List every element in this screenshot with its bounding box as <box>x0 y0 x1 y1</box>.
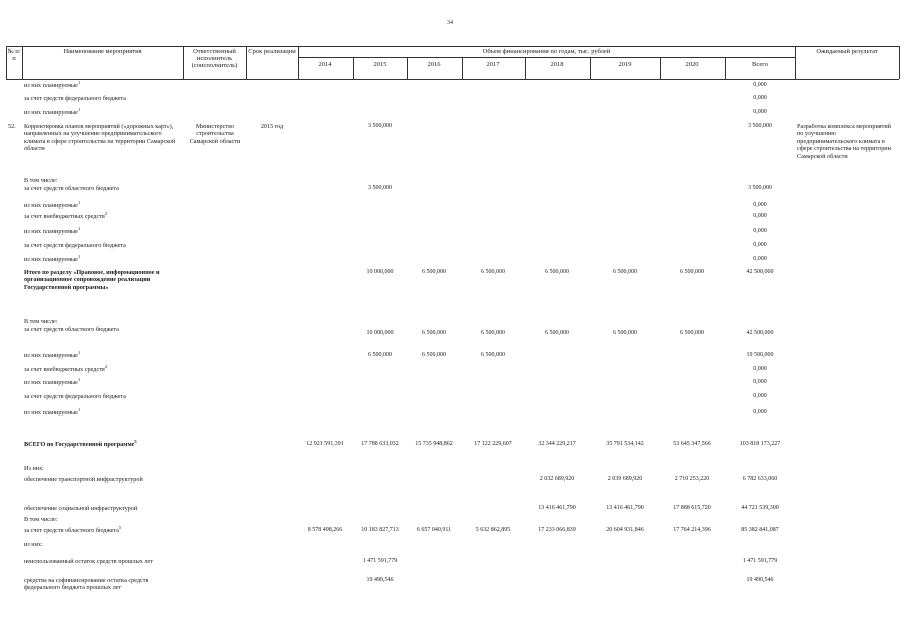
item-name: Корректировка планов мероприятий («дорожных карт»), направленных на улучшение предпринимательского климата в сфере строительства на территории Самарской области <box>24 123 176 153</box>
row-label-text: из них планируемые <box>24 409 78 416</box>
row-label-text: В том числе: <box>24 516 58 523</box>
value-cell: 0,000 <box>753 202 767 208</box>
item-number: 52. <box>8 123 16 130</box>
row-label <box>24 393 126 400</box>
value-cell: 6 500,000 <box>422 330 446 336</box>
value-cell: 10 183 827,713 <box>361 527 399 533</box>
header-vline <box>725 57 726 79</box>
header-vline <box>525 57 526 79</box>
value-cell: 35 791 534,142 <box>606 441 644 447</box>
value-cell: 17 764 214,396 <box>673 527 711 533</box>
item-result: Разработка комплекса мероприятий по улучшению предпринимательского климата в сфере строительства на территории Самарской области <box>797 123 891 160</box>
row-label <box>24 541 43 548</box>
value-cell: 3 500,000 <box>748 123 772 129</box>
value-cell: 13 416 461,790 <box>538 505 576 511</box>
footnote-mark: 2 <box>104 210 108 216</box>
value-cell: 2 710 253,220 <box>674 476 710 482</box>
row-label-text: обеспечение социальной инфраструктурой <box>24 505 138 512</box>
row-label-text: за счет средств областного бюджета <box>24 527 119 534</box>
value-cell: 2 032 689,920 <box>539 476 575 482</box>
value-cell: 53 645 347,566 <box>673 441 711 447</box>
row-label-text: за счет средств федерального бюджета <box>24 242 126 249</box>
row-label <box>24 376 81 386</box>
row-label <box>24 199 81 209</box>
row-label-text: Из них: <box>24 465 44 472</box>
page-number: 34 <box>447 20 453 26</box>
row-label-text: за счет внебюджетных средств <box>24 213 105 220</box>
header-vline <box>899 46 900 79</box>
value-cell: 1 471 591,779 <box>362 558 398 564</box>
value-cell: 0,000 <box>753 228 767 234</box>
value-cell: 3 500,000 <box>368 185 392 191</box>
value-cell: 103 818 173,227 <box>739 441 781 447</box>
footnote-mark: 1 <box>77 253 81 259</box>
row-label <box>24 269 189 291</box>
value-cell: 0,000 <box>753 366 767 372</box>
value-cell: 6 500,000 <box>545 269 569 275</box>
row-label <box>24 210 108 220</box>
row-label <box>24 225 81 235</box>
header-responsible: Ответственный исполнитель (соисполнитель) <box>191 48 238 69</box>
footnote-mark: 5 <box>118 524 122 530</box>
value-cell: 0,000 <box>753 379 767 385</box>
header-num: № п/п <box>7 48 21 62</box>
header-vline <box>590 57 591 79</box>
value-cell: 6 782 633,060 <box>742 476 778 482</box>
value-cell: 19 500,000 <box>746 352 774 358</box>
value-cell: 0,000 <box>753 82 767 88</box>
value-cell: 42 500,000 <box>746 330 774 336</box>
value-cell: 6 500,000 <box>680 330 704 336</box>
value-cell: 0,000 <box>753 256 767 262</box>
row-label <box>24 516 57 523</box>
item-responsible: Министерство строительства Самарской области <box>189 123 241 145</box>
row-label <box>24 476 143 483</box>
value-cell: 13 416 461,790 <box>606 505 644 511</box>
header-year-3: 2017 <box>486 61 500 68</box>
header-bottom-border <box>6 79 899 80</box>
row-label <box>24 524 122 534</box>
row-label <box>24 95 126 102</box>
value-cell: 2 039 689,920 <box>607 476 643 482</box>
row-label-text: из них: <box>24 541 43 548</box>
value-cell: 17 788 633,032 <box>361 441 399 447</box>
header-year-4: 2018 <box>550 61 564 68</box>
row-label-text: из них планируемые <box>24 109 78 116</box>
row-label-text: из них планируемые <box>24 202 78 209</box>
value-cell: 6 500,000 <box>680 269 704 275</box>
footnote-mark: 1 <box>77 406 81 412</box>
row-label-text: за счет средств областного бюджета <box>24 326 119 333</box>
header-year-6: 2020 <box>685 61 699 68</box>
row-label-text: обеспечение транспортной инфраструктурой <box>24 476 143 483</box>
header-result: Ожидаемый результат <box>816 48 878 55</box>
value-cell: 12 921 591,391 <box>306 441 344 447</box>
value-cell: 19 490,546 <box>366 577 394 583</box>
value-cell: 17 122 229,607 <box>474 441 512 447</box>
value-cell: 17 888 615,720 <box>673 505 711 511</box>
value-cell: 0,000 <box>753 95 767 101</box>
row-label-text: из них планируемые <box>24 228 78 235</box>
row-label-text: из них планируемые <box>24 82 78 89</box>
footnote-mark: 1 <box>77 106 81 112</box>
value-cell: 5 632 862,895 <box>475 527 511 533</box>
row-label-text: за счет средств федерального бюджета <box>24 95 126 102</box>
value-cell: 15 735 948,862 <box>415 441 453 447</box>
row-label <box>24 363 108 373</box>
value-cell: 8 578 498,266 <box>307 527 343 533</box>
header-term: Срок реализации <box>248 48 296 55</box>
row-label <box>24 79 81 89</box>
value-cell: 1 471 591,779 <box>742 558 778 564</box>
value-cell: 6 500,000 <box>613 330 637 336</box>
row-label <box>24 326 119 333</box>
row-label <box>24 185 119 192</box>
row-label <box>24 558 153 565</box>
row-label <box>24 505 137 512</box>
value-cell: 20 604 931,846 <box>606 527 644 533</box>
value-cell: 6 657 040,911 <box>416 527 452 533</box>
row-label <box>24 242 126 249</box>
row-label-text: неиспользованный остаток средств прошлых лет <box>24 558 153 565</box>
footnote-mark: 1 <box>77 79 81 85</box>
row-label <box>24 253 81 263</box>
footnote-mark: 1 <box>77 199 81 205</box>
row-label-text: из них планируемые <box>24 256 78 263</box>
value-cell: 17 233 066,839 <box>538 527 576 533</box>
header-name: Наименование мероприятия <box>63 48 142 55</box>
value-cell: 6 500,000 <box>422 269 446 275</box>
value-cell: 85 382 841,087 <box>741 527 779 533</box>
header-year-1: 2015 <box>373 61 387 68</box>
header-year-5: 2019 <box>618 61 632 68</box>
header-year-7: Всего <box>752 61 768 68</box>
value-cell: 0,000 <box>753 213 767 219</box>
footnote-mark: 2 <box>104 363 108 369</box>
row-label-text: за счет внебюджетных средств <box>24 366 105 373</box>
footnote-mark: 1 <box>77 349 81 355</box>
value-cell: 0,000 <box>753 242 767 248</box>
value-cell: 6 500,000 <box>613 269 637 275</box>
row-label-text: за счет средств областного бюджета <box>24 185 119 192</box>
row-label-text: ВСЕГО по Государственной программе <box>24 441 135 448</box>
footnote-mark: 5 <box>134 438 137 444</box>
row-label <box>24 318 57 325</box>
row-label-text: Итого по разделу «Правовое, информационное и организационное сопровождение реализации Государственной программы» <box>24 269 160 291</box>
value-cell: 19 490,546 <box>746 577 774 583</box>
row-label-text: из них планируемые <box>24 379 78 386</box>
value-cell: 3 500,000 <box>748 185 772 191</box>
value-cell: 3 500,000 <box>368 123 392 129</box>
value-cell: 42 500,000 <box>746 269 774 275</box>
years-header-divider <box>298 57 795 58</box>
value-cell: 6 500,000 <box>481 330 505 336</box>
row-label-text: из них планируемые <box>24 352 78 359</box>
value-cell: 0,000 <box>753 109 767 115</box>
row-label-text: В том числе: <box>24 177 58 184</box>
value-cell: 6 500,000 <box>422 352 446 358</box>
footnote-mark: 1 <box>77 225 81 231</box>
header-year-2: 2016 <box>427 61 441 68</box>
row-label <box>24 438 137 448</box>
row-label <box>24 406 81 416</box>
row-label <box>24 106 81 116</box>
value-cell: 32 344 229,217 <box>538 441 576 447</box>
row-label <box>24 577 182 592</box>
value-cell: 10 000,000 <box>366 269 394 275</box>
row-label-text: В том числе: <box>24 318 58 325</box>
row-label-text: за счет средств федерального бюджета <box>24 393 126 400</box>
item-term: 2015 год <box>260 123 284 130</box>
value-cell: 6 500,000 <box>481 269 505 275</box>
table-top-border <box>6 46 899 47</box>
row-label <box>24 349 81 359</box>
header-vline <box>660 57 661 79</box>
value-cell: 0,000 <box>753 409 767 415</box>
row-label-text: средства на софинансирование остатка средств федерального бюджета прошлых лет <box>24 577 149 592</box>
header-funding: Объем финансирования по годам, тыс. рублей <box>482 48 611 55</box>
footnote-mark: 1 <box>77 376 81 382</box>
row-label <box>24 177 57 184</box>
value-cell: 0,000 <box>753 393 767 399</box>
value-cell: 6 500,000 <box>545 330 569 336</box>
value-cell: 44 721 539,300 <box>741 505 779 511</box>
header-year-0: 2014 <box>318 61 332 68</box>
value-cell: 10 000,000 <box>366 330 394 336</box>
value-cell: 6 500,000 <box>481 352 505 358</box>
value-cell: 6 500,000 <box>368 352 392 358</box>
row-label <box>24 465 44 472</box>
